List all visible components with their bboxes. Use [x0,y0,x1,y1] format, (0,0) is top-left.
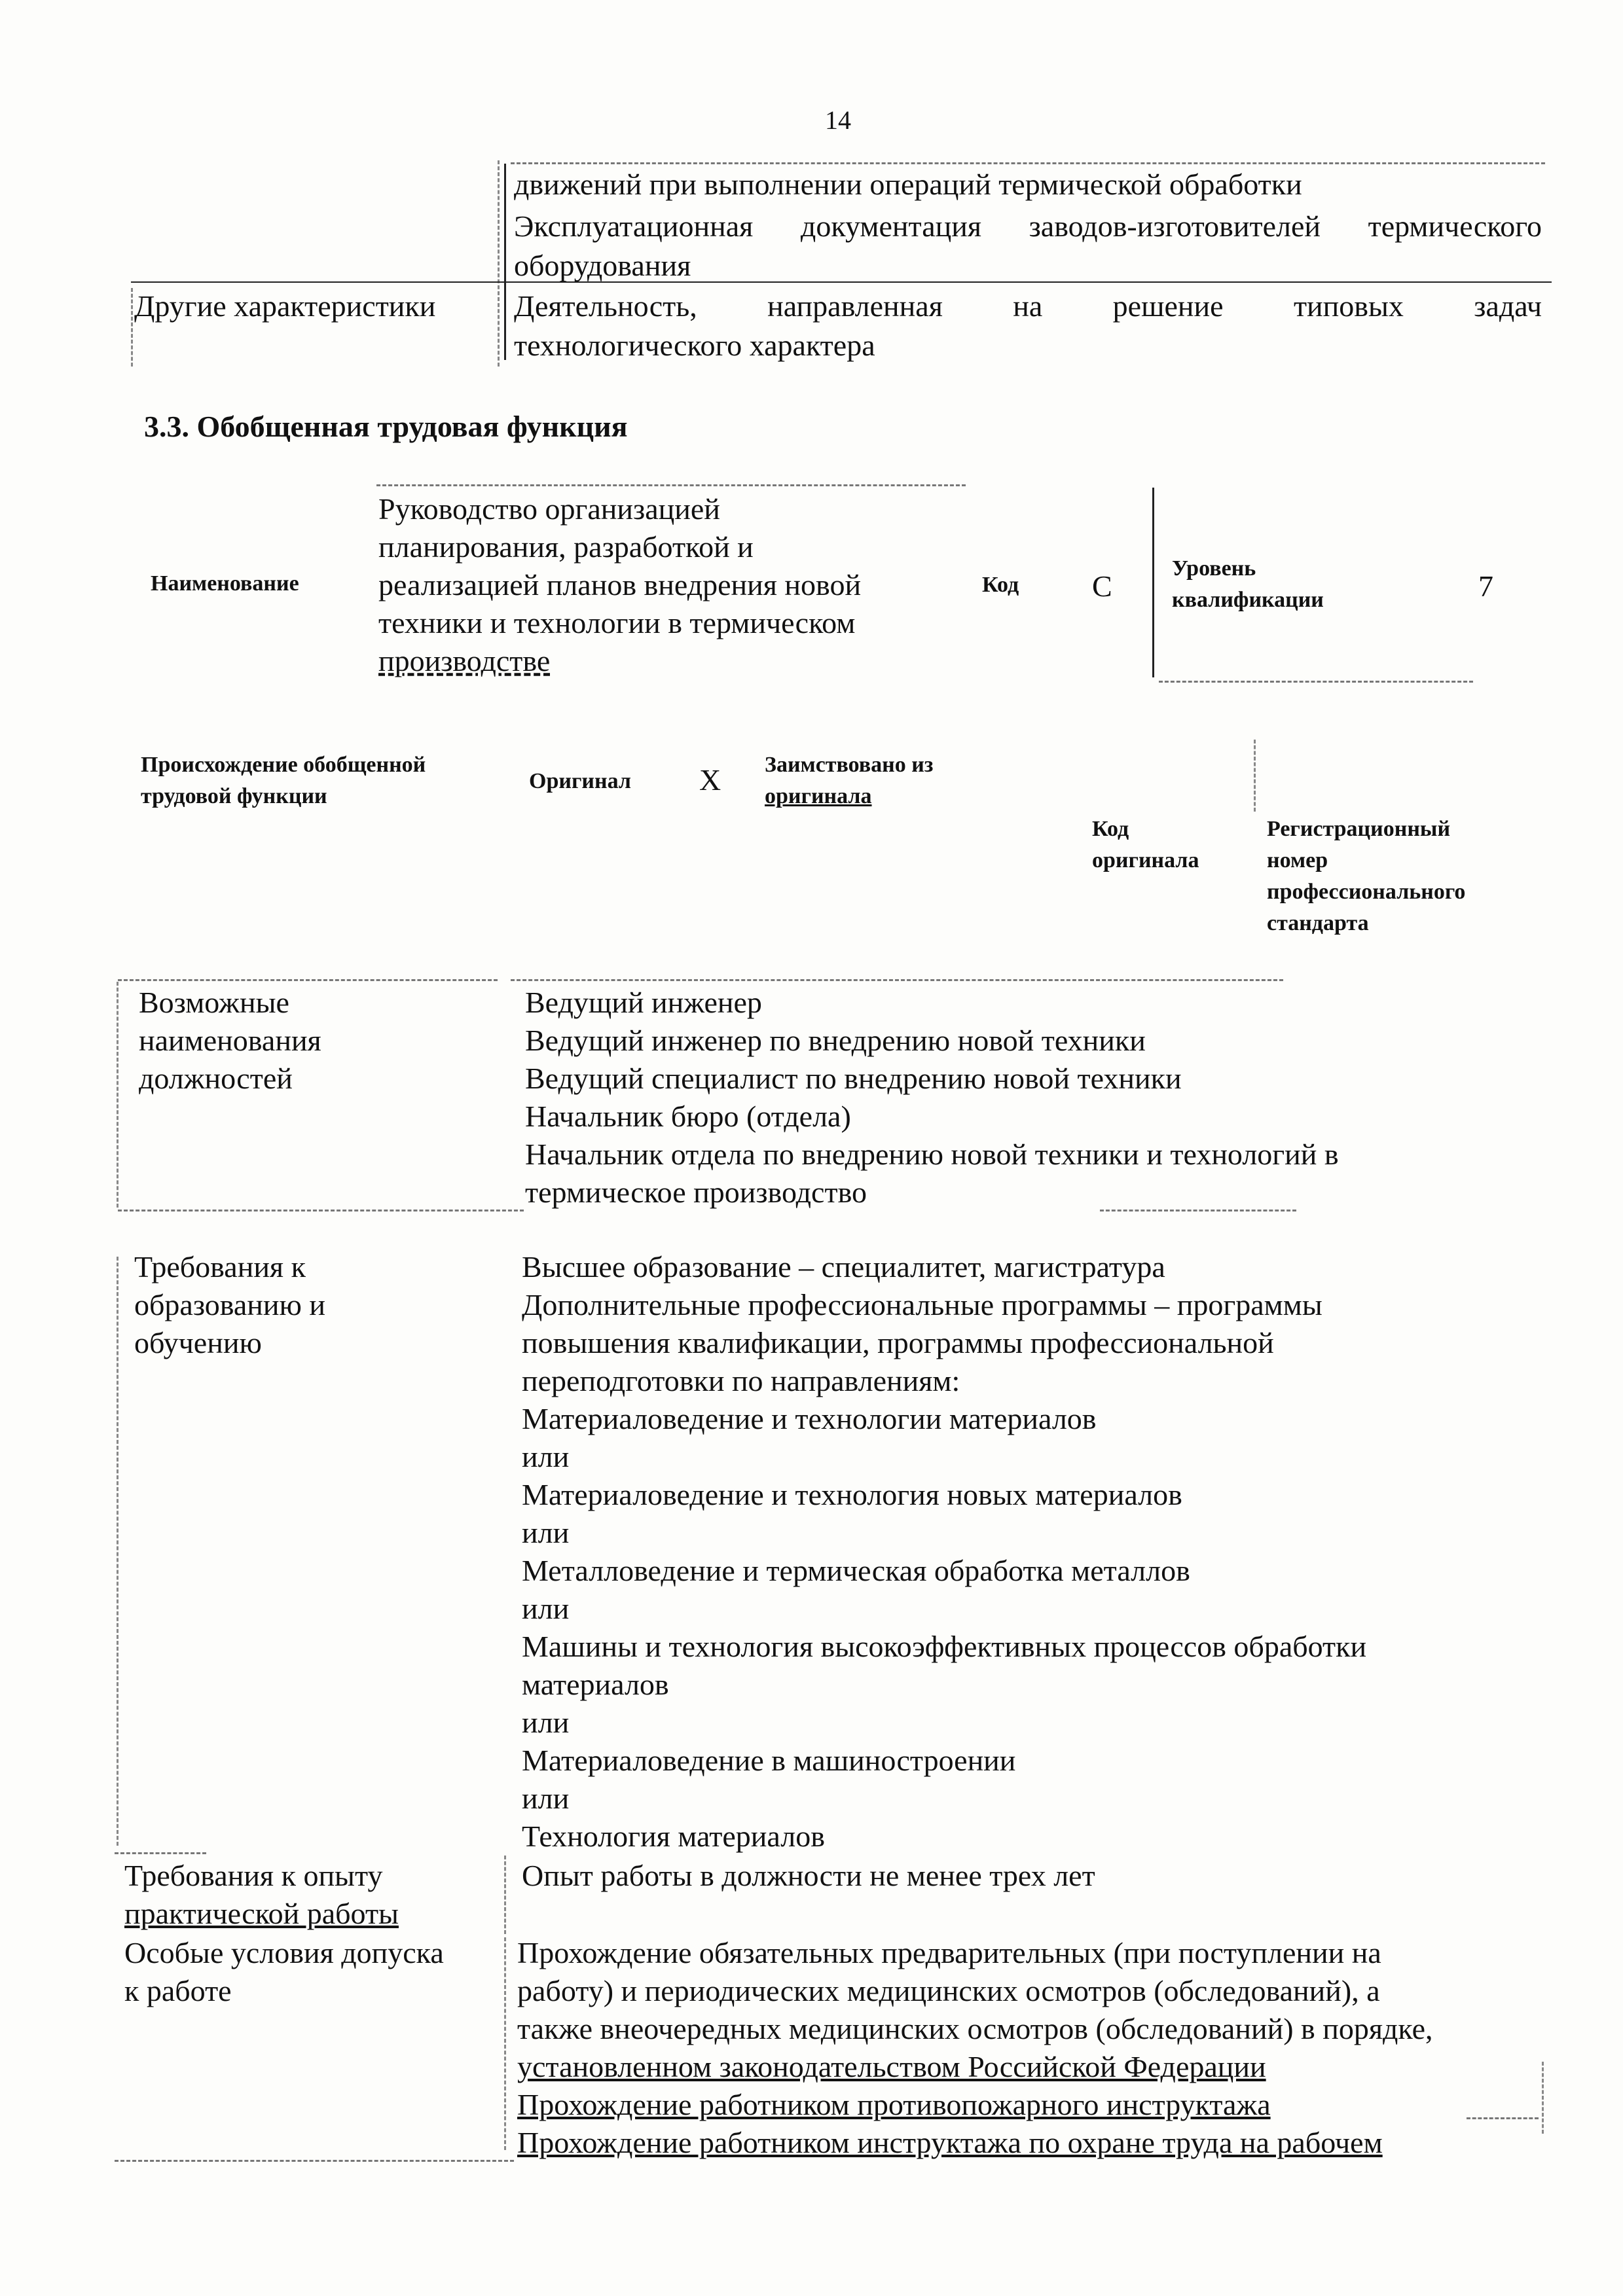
position-item: Начальник бюро (отдела) [525,1100,851,1133]
row2-word: задач [1474,289,1542,323]
level-value: 7 [1478,569,1493,603]
admission-bottom-border [115,2160,514,2162]
admission-right-border [1467,2117,1539,2119]
position-item: Начальник отдела по внедрению новой техники и технологий в [525,1138,1339,1171]
row2-word: на [1013,289,1043,323]
borrowed-label-1: Заимствовано из [765,753,934,777]
name-line-3: реализацией планов внедрения новой [378,568,862,601]
education-line: материалов [522,1668,669,1701]
education-label-3: обучению [134,1326,262,1359]
section-title: 3.3. Обобщенная трудовая функция [144,410,628,443]
reg-number-1: Регистрационный [1267,817,1451,841]
row2-word: Деятельность, [514,289,697,323]
admission-divider [504,1937,506,2150]
education-line: Материаловедение и технология новых материалов [522,1478,1182,1511]
positions-bottom-right-border [1100,1210,1296,1211]
positions-label-3: должностей [139,1062,293,1095]
education-line: Высшее образование – специалитет, магистратура [522,1250,1165,1283]
position-item: Ведущий специалист по внедрению новой техники [525,1062,1182,1095]
level-label-1: Уровень [1172,556,1256,581]
name-line-2: планирования, разработкой и [378,530,754,564]
experience-divider [504,1856,506,1934]
positions-top-right-border [511,979,1283,981]
admission-line: Прохождение работником противопожарного инструктажа [517,2088,1271,2121]
education-line: Материаловедение в машиностроении [522,1744,1016,1777]
original-mark: X [699,763,721,797]
experience-label-2: практической работы [124,1897,399,1930]
position-item: термическое производство [525,1175,867,1209]
page-number: 14 [825,105,851,135]
admission-right-vertical [1542,2062,1544,2134]
experience-label-1: Требования к опыту [124,1859,383,1892]
top-table-column-line [504,164,506,360]
admission-line: также внеочередных медицинских осмотров (обследований) в порядке, [517,2012,1433,2045]
name-line-5: производстве [378,644,551,677]
reg-number-4: стандарта [1267,911,1369,935]
education-left-border [117,1257,119,1846]
top-table-row2-line2: технологического характера [514,329,875,362]
row2-word: типовых [1293,289,1404,323]
education-line: повышения квалификации, программы профессиональной [522,1326,1274,1359]
function-header-bottom [1159,681,1473,683]
top-table-divider [498,160,500,367]
top-table-row-divider [131,281,1552,283]
education-line: Металловедение и термическая обработка металлов [522,1554,1190,1587]
original-label: Оригинал [529,769,631,793]
position-item: Ведущий инженер [525,986,762,1019]
education-line: или [522,1782,570,1815]
name-box-top [376,484,966,486]
admission-line: Прохождение работником инструктажа по охране труда на рабочем [517,2126,1383,2159]
admission-label-2: к работе [124,1974,232,2007]
admission-line: работу) и периодических медицинских осмотров (обследований), а [517,1974,1380,2007]
education-line: переподготовки по направлениям: [522,1364,960,1397]
education-line: или [522,1592,570,1625]
code-level-divider [1152,488,1154,677]
positions-bottom-border [118,1210,524,1211]
admission-line: Прохождение обязательных предварительных (при поступлении на [517,1936,1381,1969]
borrowed-label-2: оригинала [765,784,872,808]
code-original-2: оригинала [1092,848,1199,872]
positions-label-2: наименования [139,1024,321,1057]
code-original-1: Код [1092,817,1129,841]
top-table-row2-label: Другие характеристики [134,289,436,323]
education-label-1: Требования к [134,1250,306,1283]
top-table-top-border [511,162,1545,164]
education-label-2: образованию и [134,1288,325,1321]
experience-top-border [115,1852,206,1854]
row2-word: решение [1112,289,1224,323]
origin-divider [1254,740,1256,812]
education-line: или [522,1516,570,1549]
position-item: Ведущий инженер по внедрению новой техники [525,1024,1146,1057]
code-label: Код [982,573,1019,597]
education-line: Дополнительные профессиональные программы – программы [522,1288,1322,1321]
positions-top-left-border [118,979,498,981]
origin-label-2: трудовой функции [141,784,327,808]
education-line: Материаловедение и технологии материалов [522,1402,1097,1435]
level-label-2: квалификации [1172,588,1324,612]
top-table-row1-line1: движений при выполнении операций термической обработки [514,168,1302,201]
reg-number-2: номер [1267,848,1328,872]
reg-number-3: профессионального [1267,880,1466,904]
admission-label-1: Особые условия допуска [124,1936,444,1969]
top-table-row1-line2: Эксплуатационная документация заводов-изготовителей термического [514,209,1542,243]
name-line-1: Руководство организацией [378,492,720,526]
education-line: Технология материалов [522,1820,825,1853]
positions-label-1: Возможные [139,986,289,1019]
education-line: или [522,1440,570,1473]
name-label: Наименование [151,571,299,596]
education-line: или [522,1706,570,1739]
code-value: C [1092,569,1112,603]
origin-label-1: Происхождение обобщенной [141,753,426,777]
name-line-4: техники и технологии в термическом [378,606,856,639]
positions-left-border [117,982,119,1208]
education-line: Машины и технология высокоэффективных процессов обработки [522,1630,1367,1663]
experience-text: Опыт работы в должности не менее трех лет [522,1859,1095,1892]
top-table-row2-line1 [514,287,1542,325]
top-table-left-border [131,288,133,367]
top-table-row1-line3: оборудования [514,249,691,282]
admission-line: установленном законодательством Российской Федерации [517,2050,1266,2083]
row2-word: направленная [767,289,943,323]
